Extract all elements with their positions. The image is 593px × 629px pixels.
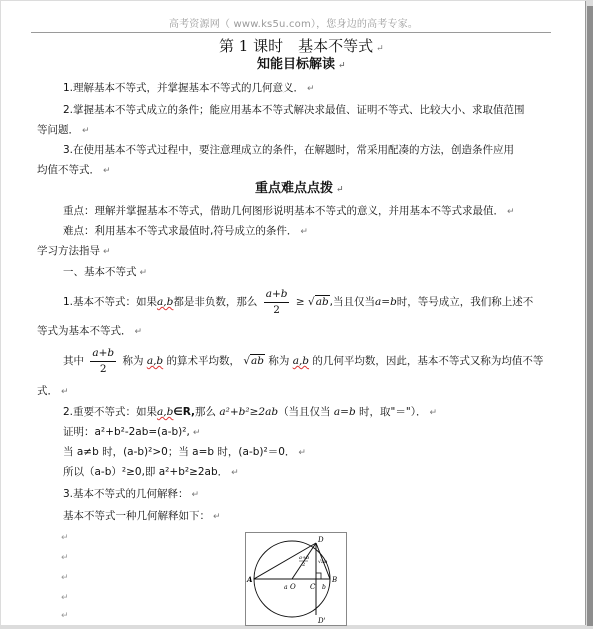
method-label: 学习方法指导 ↵ <box>37 245 111 257</box>
label-d-prime: D' <box>318 617 326 625</box>
right-angle-mark <box>316 573 321 579</box>
definition-cont: 等式为基本不等式． ↵ <box>37 325 143 337</box>
geometry-diagram <box>245 532 347 626</box>
proof-line-2: 当 a≠b 时，(a-b)²>0；当 a=b 时，(a-b)²＝0． ↵ <box>63 446 306 458</box>
label-b: B <box>332 576 338 584</box>
section-heading-objectives: 知能目标解读 ↵ <box>257 57 346 72</box>
page-shadow <box>587 6 593 626</box>
subheading-basic-inequality: 一、基本不等式 ↵ <box>63 266 148 278</box>
difficult-point: 难点：利用基本不等式求最值时,符号成立的条件． ↵ <box>63 225 308 237</box>
label-half-sum: a+b <box>299 555 310 561</box>
circle-diagram-svg <box>246 533 346 625</box>
lesson-title: 第 1 课时 基本不等式 ↵ <box>219 37 384 55</box>
label-d: D <box>318 536 324 544</box>
label-segment-a: a <box>284 584 288 591</box>
proof-line-3: 所以（a-b）²≥0,即 a²+b²≥2ab． ↵ <box>63 466 239 478</box>
label-segment-b: b <box>322 584 326 591</box>
objective-item-2: 2.掌握基本不等式成立的条件；能应用基本不等式解决求最值、证明不等式、比较大小、求取值范围 <box>63 104 525 116</box>
geometric-interpretation-intro: 基本不等式一种几何解释如下： ↵ <box>63 510 221 522</box>
empty-paragraph-mark: ↵ <box>61 553 69 563</box>
sqrt-ab: √ab <box>307 296 329 308</box>
fraction-mean: $\frac{a+b}{2}$ <box>265 287 288 316</box>
objective-item-3-cont: 均值不等式． ↵ <box>37 164 111 176</box>
document-page <box>1 1 586 625</box>
empty-paragraph-mark: ↵ <box>61 533 69 543</box>
objective-item-1: 1.理解基本不等式，并掌握基本不等式的几何意义． ↵ <box>63 82 315 94</box>
section-heading-keypoints: 重点难点点拨 ↵ <box>255 181 344 196</box>
empty-paragraph-mark: ↵ <box>61 611 69 621</box>
label-o: O <box>290 583 296 591</box>
label-c: C <box>310 583 316 591</box>
sqrt-ab-2: √ab <box>243 355 265 367</box>
definition-basic-inequality: 1.基本不等式：如果a,b都是非负数，那么 $\frac{a+b}{2}$ ≥ √ab,当且仅当a=b时，等号成立，我们称上述不 <box>63 287 534 316</box>
objective-item-2-cont: 等问题． ↵ <box>37 124 90 136</box>
empty-paragraph-mark: ↵ <box>61 573 69 583</box>
empty-paragraph-mark: ↵ <box>61 593 69 603</box>
geometric-interpretation-title: 3.基本不等式的几何解释： ↵ <box>63 488 200 500</box>
label-a: A <box>247 575 253 584</box>
label-half-sum-den: 2 <box>302 562 306 568</box>
objective-item-3: 3.在使用基本不等式过程中，要注意理成立的条件，在解题时，常采用配凑的方法，创造条件应用 <box>63 144 515 156</box>
proof-line-1: 证明：a²+b²-2ab=(a-b)², ↵ <box>63 426 201 438</box>
header-divider <box>31 32 551 33</box>
arithmetic-geometric-mean-cont: 式． ↵ <box>37 385 69 397</box>
fraction-mean-2: $\frac{a+b}{2}$ <box>92 346 115 375</box>
important-inequality: 2.重要不等式：如果a,b∈R,那么 a²+b²≥2ab（当且仅当 a=b 时，取"＝"）． ↵ <box>63 406 437 418</box>
key-point: 重点：理解并掌握基本不等式，借助几何图形说明基本不等式的意义，并用基本不等式求最值． ↵ <box>63 205 515 217</box>
page-header: 高考资源网（ www.ks5u.com），您身边的高考专家。 <box>168 19 419 30</box>
label-sqrt-ab: √ab <box>318 559 328 565</box>
arithmetic-geometric-mean: 其中 $\frac{a+b}{2}$ 称为 a,b 的算术平均数， √ab 称为 a,b 的几何平均数，因此，基本不等式又称为均值不等 <box>63 346 544 375</box>
